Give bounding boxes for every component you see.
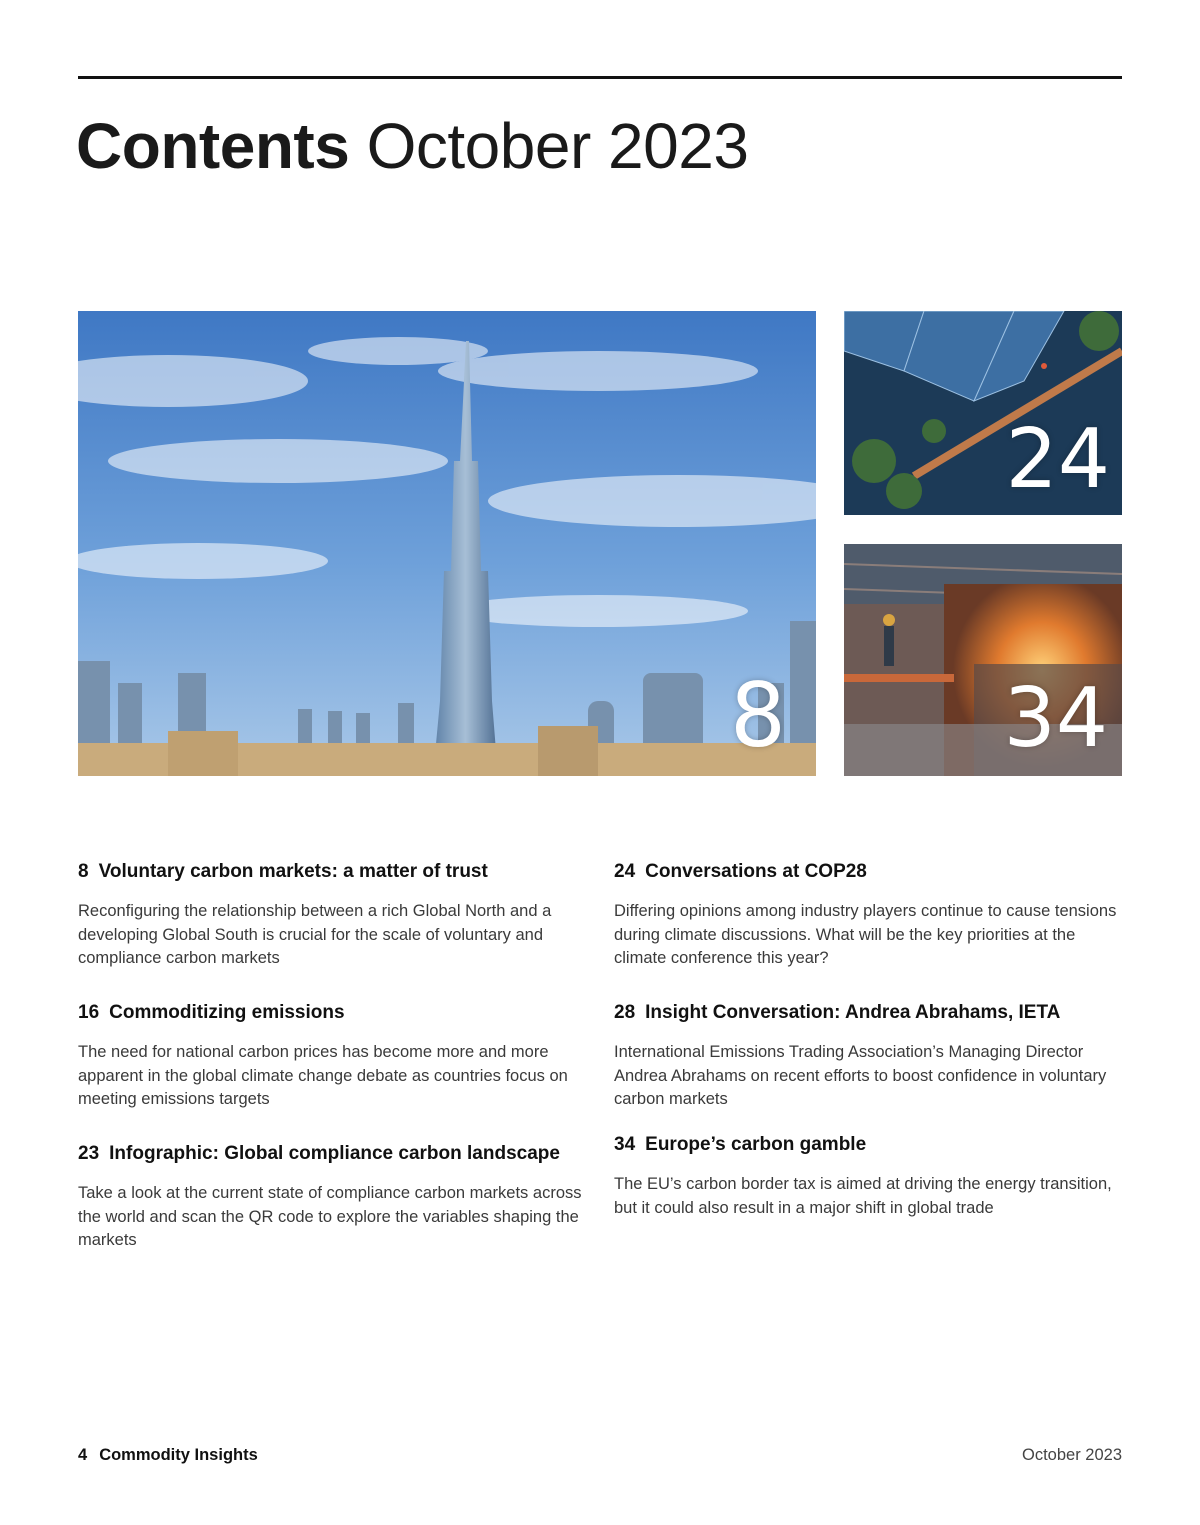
page-number-24-label: 24 bbox=[1005, 412, 1110, 507]
toc-summary: The need for national carbon prices has become more and more apparent in the global climate change debate as countries focus on meeting emissions targets bbox=[78, 1043, 568, 1108]
page-number-8-label: 8 bbox=[730, 664, 786, 767]
footer-publication bbox=[78, 1444, 258, 1466]
title-bold: Contents bbox=[76, 110, 350, 182]
toc-entry[interactable] bbox=[614, 860, 1124, 971]
toc-entry-title bbox=[614, 860, 1124, 884]
toc-page-number: 28 bbox=[614, 1002, 636, 1023]
toc-title-text: Conversations at COP28 bbox=[645, 861, 867, 882]
toc-page-number: 23 bbox=[78, 1143, 100, 1164]
page-title bbox=[76, 108, 748, 184]
footer-date: October 2023 bbox=[1022, 1446, 1122, 1464]
toc-page-number: 34 bbox=[614, 1134, 636, 1155]
title-date: October 2023 bbox=[366, 110, 749, 182]
toc-page-number: 8 bbox=[78, 861, 89, 882]
toc-summary: Reconfiguring the relationship between a rich Global North and a developing Global South is crucial for the scale of voluntary and compliance carbon markets bbox=[78, 902, 552, 967]
toc-entry[interactable] bbox=[614, 1001, 1124, 1112]
toc-entry-title bbox=[78, 860, 588, 884]
toc-summary: Differing opinions among industry players continue to cause tensions during climate discussions. What will be the key priorities at the climate conference this year? bbox=[614, 902, 1117, 967]
toc-title-text: Europe’s carbon gamble bbox=[645, 1134, 867, 1155]
footer-publication-name: Commodity Insights bbox=[99, 1446, 258, 1464]
photo-skyline[interactable] bbox=[78, 311, 816, 776]
top-rule bbox=[78, 76, 1122, 79]
toc-entry[interactable] bbox=[78, 1142, 598, 1253]
toc-title-text: Infographic: Global compliance carbon landscape bbox=[109, 1143, 560, 1164]
photo-solar-panels[interactable] bbox=[844, 311, 1122, 515]
toc-entry[interactable] bbox=[614, 1133, 1124, 1220]
toc-entry-title bbox=[614, 1133, 1124, 1157]
photo-steel-foundry[interactable] bbox=[844, 544, 1122, 776]
skyline-illustration bbox=[78, 311, 816, 776]
toc-entry[interactable] bbox=[78, 1001, 588, 1112]
toc-entry[interactable] bbox=[78, 860, 588, 971]
footer-page-number: 4 bbox=[78, 1446, 88, 1464]
toc-entry-title bbox=[78, 1001, 588, 1025]
toc-summary: International Emissions Trading Association’s Managing Director Andrea Abrahams on recent efforts to boost confidence in voluntary carbon markets bbox=[614, 1043, 1107, 1108]
toc-title-text: Commoditizing emissions bbox=[109, 1002, 345, 1023]
toc-entry-title bbox=[78, 1142, 598, 1166]
toc-summary: Take a look at the current state of compliance carbon markets across the world and scan the QR code to explore the variables shaping the markets bbox=[78, 1184, 582, 1249]
page-number-34-label: 34 bbox=[1003, 671, 1108, 766]
toc-page-number: 24 bbox=[614, 861, 636, 882]
toc-summary: The EU’s carbon border tax is aimed at driving the energy transition, but it could also result in a major shift in global trade bbox=[614, 1175, 1112, 1217]
toc-entry-title bbox=[614, 1001, 1124, 1025]
toc-page-number: 16 bbox=[78, 1002, 100, 1023]
toc-title-text: Insight Conversation: Andrea Abrahams, IETA bbox=[645, 1002, 1061, 1023]
toc-title-text: Voluntary carbon markets: a matter of trust bbox=[98, 861, 488, 882]
